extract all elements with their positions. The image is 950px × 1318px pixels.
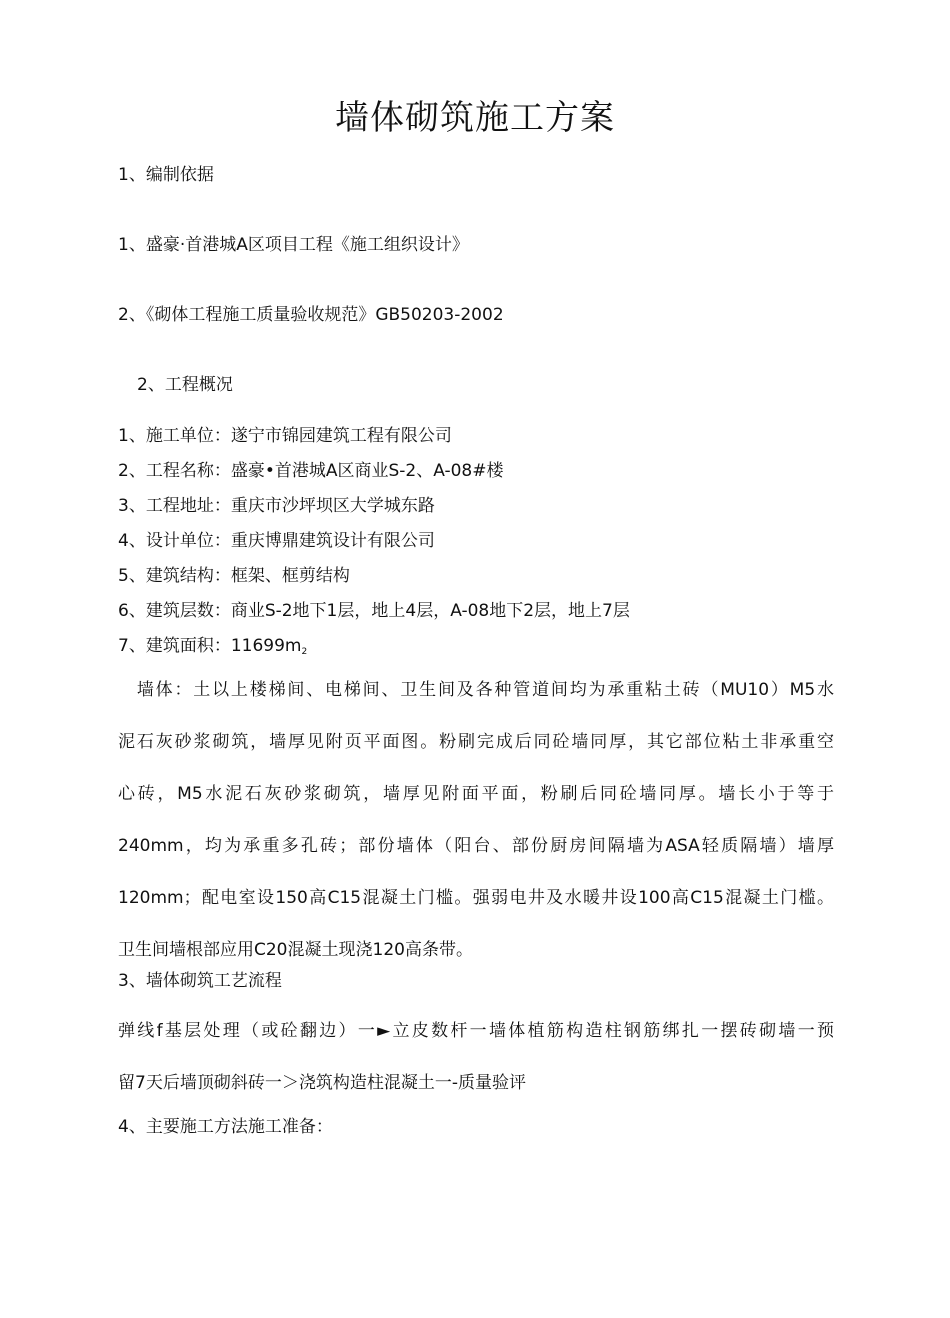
section-heading-basis: 1、编制依据 xyxy=(118,165,214,185)
overview-item-4: 4、设计单位：重庆博鼎建筑设计有限公司 xyxy=(118,531,435,551)
process-flow-paragraph xyxy=(118,1018,834,1122)
overview-item-6: 6、建筑层数：商业S-2地下1层，地上4层，A-08地下2层，地上7层 xyxy=(118,601,630,621)
wall-paragraph-line: 墙体：土以上楼梯间、电梯间、卫生间及各种管道间均为承重粘土砖（MU10）M5水 xyxy=(118,680,834,700)
process-flow-line: 留7天后墙顶砌斜砖一＞浇筑构造柱混凝土一-质量验评 xyxy=(118,1073,526,1093)
section-heading-methods: 4、主要施工方法施工准备： xyxy=(118,1117,333,1137)
building-area-label: 7、建筑面积：11699m xyxy=(118,636,302,656)
wall-paragraph-line: 240mm，均为承重多孔砖；部份墙体（阳台、部份厨房间隔墙为ASA轻质隔墙）墙厚 xyxy=(118,836,834,856)
overview-item-2: 2、工程名称：盛豪•首港城A区商业S-2、A-08#楼 xyxy=(118,461,504,481)
section-heading-overview: 2、工程概况 xyxy=(137,375,233,395)
wall-paragraph-line: 泥石灰砂浆砌筑，墙厚见附页平面图。粉刷完成后同砼墙同厚，其它部位粘土非承重空 xyxy=(118,732,834,752)
wall-description-paragraph xyxy=(118,677,834,989)
overview-item-7 xyxy=(118,633,307,665)
wall-paragraph-line: 120mm；配电室设150高C15混凝土门槛。强弱电井及水暖井设100高C15混凝土门槛。 xyxy=(118,888,834,908)
overview-item-3: 3、工程地址：重庆市沙坪坝区大学城东路 xyxy=(118,496,435,516)
page-title: 墙体砌筑施工方案 xyxy=(335,98,615,138)
process-flow-line: 弹线f基层处理（或砼翻边）一►立皮数杆一墙体植筋构造柱钢筋绑扎一摆砖砌墙一预 xyxy=(118,1021,834,1041)
basis-item-1: 1、盛豪·首港城A区项目工程《施工组织设计》 xyxy=(118,235,469,255)
overview-item-5: 5、建筑结构：框架、框剪结构 xyxy=(118,566,350,586)
section-heading-process: 3、墙体砌筑工艺流程 xyxy=(118,971,282,991)
wall-paragraph-line: 心砖，M5水泥石灰砂浆砌筑，墙厚见附面平面，粉刷后同砼墙同厚。墙长小于等于 xyxy=(118,784,834,804)
basis-item-2: 2、《砌体工程施工质量验收规范》GB50203-2002 xyxy=(118,305,504,325)
overview-item-1: 1、施工单位：遂宁市锦园建筑工程有限公司 xyxy=(118,426,452,446)
area-unit-subscript: 2 xyxy=(301,647,308,657)
wall-paragraph-line: 卫生间墙根部应用C20混凝土现浇120高条带。 xyxy=(118,940,473,960)
